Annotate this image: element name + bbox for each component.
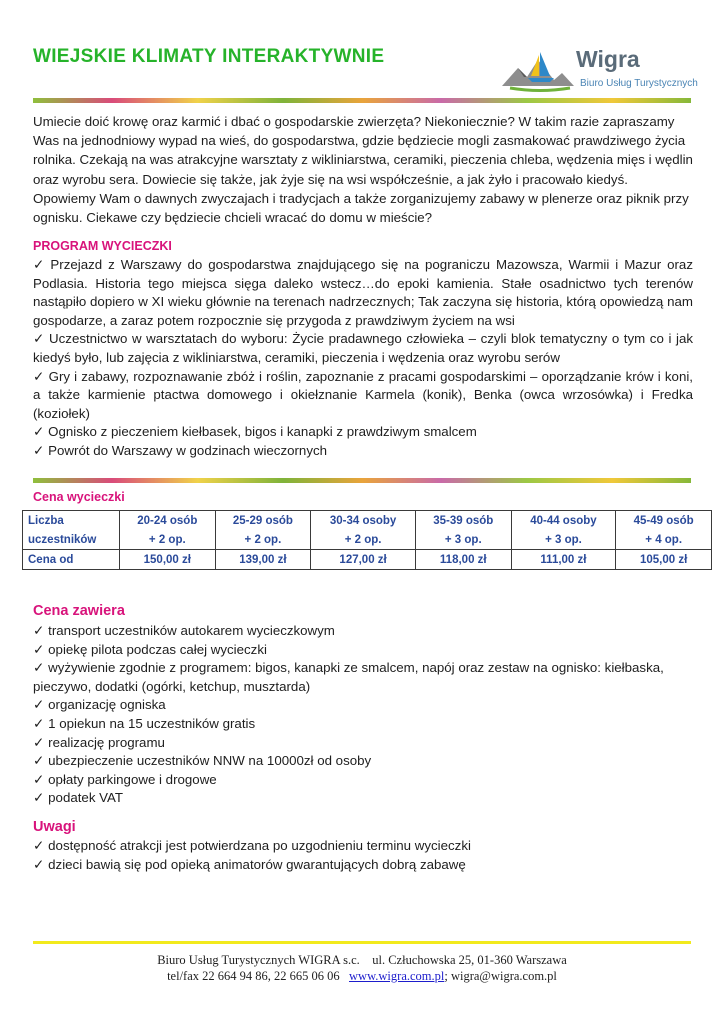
list-item: ✓ opiekę pilota podczas całej wycieczki (33, 641, 267, 657)
table-cell: 127,00 zł (311, 550, 416, 570)
checkmark-icon: ✓ (33, 838, 45, 853)
checkmark-icon: ✓ (33, 734, 45, 750)
notes-heading: Uwagi (33, 819, 76, 835)
decorative-divider (33, 97, 691, 104)
list-item: ✓ Ognisko z pieczeniem kiełbasek, bigos i kanapki z prawdziwym smalcem (33, 424, 477, 440)
checkmark-icon: ✓ (33, 368, 45, 384)
footer-divider (33, 941, 691, 944)
list-item: ✓ Przejazd z Warszawy do gospodarstwa znajdującego się na pograniczu Mazowsza, Warmii i Mazur oraz Podlasia. Historia tego miejsca sięga daleko wstecz…do epoki kamienia. Stałe osadnictwo tych terenów nastąpiło dopiero w XI wieku głównie na terenach nadrzecznych; Tak zaczyna się historia, którą opowiedzą nam gospodarze, a zaraz potem rozpocznie się przygoda z prawdziwym życiem na wsi (33, 257, 693, 328)
checkmark-icon: ✓ (33, 790, 45, 806)
list-item: ✓ transport uczestników autokarem wycieczkowym (33, 623, 335, 638)
list-item: ✓ opłaty parkingowe i drogowe (33, 771, 217, 787)
decorative-divider (33, 477, 691, 484)
table-cell: + 2 op. (215, 530, 311, 550)
table-cell: 111,00 zł (511, 550, 616, 570)
checkmark-icon: ✓ (33, 331, 46, 347)
logo-tagline: Biuro Usług Turystycznych (580, 78, 698, 89)
checkmark-icon: ✓ (33, 660, 45, 676)
table-row (23, 511, 712, 531)
list-item: ✓ podatek VAT (33, 790, 124, 806)
table-cell: + 3 op. (415, 530, 511, 550)
list-item: ✓ dzieci bawią się pod opieką animatorów gwarantujących dobrą zabawę (33, 856, 466, 872)
table-row (23, 550, 712, 570)
table-cell: 45-49 osób (616, 511, 712, 531)
footer-address: Biuro Usług Turystycznych WIGRA s.c. ul. Człuchowska 25, 01-360 Warszawa (157, 953, 567, 967)
table-cell: + 3 op. (511, 530, 616, 550)
checkmark-icon: ✓ (33, 715, 45, 731)
list-item: ✓ dostępność atrakcji jest potwierdzana po uzgodnieniu terminu wycieczki (33, 838, 471, 853)
program-list (33, 256, 693, 461)
price-heading: Cena wycieczki (33, 490, 125, 504)
table-cell: 40-44 osoby (511, 511, 616, 531)
wigra-logo (500, 46, 700, 96)
table-cell: + 2 op. (120, 530, 216, 550)
checkmark-icon: ✓ (33, 424, 45, 440)
table-cell: 105,00 zł (616, 550, 712, 570)
table-cell: 35-39 osób (415, 511, 511, 531)
table-cell: Cena od (23, 550, 120, 570)
checkmark-icon: ✓ (33, 442, 45, 458)
table-row (23, 530, 712, 550)
includes-list (33, 622, 693, 808)
checkmark-icon: ✓ (33, 641, 45, 657)
checkmark-icon: ✓ (33, 623, 45, 638)
program-heading: PROGRAM WYCIECZKI (33, 239, 172, 253)
notes-list (33, 837, 693, 874)
list-item: ✓ organizację ogniska (33, 697, 166, 713)
intro-paragraph: Umiecie doić krowę oraz karmić i dbać o gospodarskie zwierzęta? Niekoniecznie? W takim razie zapraszamy Was na jednodniowy wypad na wieś, do gospodarstwa, gdzie będziecie mogli zasmakować prawdziwego życia rolnika. Czekają na was atrakcyjne warsztaty z wikliniarstwa, ceramiki, pieczenia chleba, wędzenia mięs i wędlin oraz wyrobu sera. Dowiecie się także, jak żyje się na wsi współcześnie, a jak żyło i pracowało kiedyś. Opowiemy Wam o dawnych zwyczajach i tradycjach a także zorganizujemy zabawy w plenerze oraz piknik przy ognisku. Ciekawe czy będziecie chcieli wracać do domu w mieście? (33, 114, 693, 226)
mountain-sailboat-icon (500, 46, 578, 96)
list-item: ✓ realizację programu (33, 734, 165, 750)
checkmark-icon: ✓ (33, 856, 45, 872)
footer-email: ; wigra@wigra.com.pl (444, 969, 557, 983)
table-cell: 25-29 osób (215, 511, 311, 531)
table-cell: 30-34 osoby (311, 511, 416, 531)
list-item: ✓ Gry i zabawy, rozpoznawanie zbóż i roślin, zapoznanie z pracami gospodarskimi – oporządzanie krów i koni, a także karmienie ptactwa domowego i okiełznanie Karmela (konik), Benka (owca wrzosówka) i Fredka (koziołek) (33, 368, 693, 421)
website-link[interactable]: www.wigra.com.pl (349, 969, 445, 983)
list-item: ✓ 1 opiekun na 15 uczestników gratis (33, 715, 256, 731)
checkmark-icon: ✓ (33, 697, 45, 713)
list-item: ✓ Uczestnictwo w warsztatach do wyboru: Życie pradawnego człowieka – czyli blok tematyczny o tym co i jak kiedyś było, lub zajęcia z wikliniarstwa, ceramiki, pieczenia i wędzenia oraz wyrobu serów (33, 331, 693, 365)
list-item: ✓ ubezpieczenie uczestników NNW na 10000zł od osoby (33, 753, 372, 769)
price-table (22, 510, 712, 570)
list-item: ✓ Powrót do Warszawy w godzinach wieczornych (33, 442, 328, 458)
footer-phone: tel/fax 22 664 94 86, 22 665 06 06 (167, 969, 340, 983)
table-cell: + 2 op. (311, 530, 416, 550)
table-cell: 150,00 zł (120, 550, 216, 570)
list-item: ✓ wyżywienie zgodnie z programem: bigos, kanapki ze smalcem, napój oraz zestaw na ognisko: kiełbaska, pieczywo, dodatki (ogórki, ketchup, musztarda) (33, 660, 664, 694)
checkmark-icon: ✓ (33, 257, 47, 272)
includes-heading: Cena zawiera (33, 603, 125, 619)
table-cell: uczestników (23, 530, 120, 550)
table-cell: + 4 op. (616, 530, 712, 550)
footer-contact (33, 968, 691, 984)
checkmark-icon: ✓ (33, 771, 45, 787)
table-cell: Liczba (23, 511, 120, 531)
table-cell: 139,00 zł (215, 550, 311, 570)
table-cell: 118,00 zł (415, 550, 511, 570)
table-cell: 20-24 osób (120, 511, 216, 531)
logo-name: Wigra (576, 46, 640, 72)
page-title: WIEJSKIE KLIMATY INTERAKTYWNIE (33, 46, 385, 67)
checkmark-icon: ✓ (33, 753, 45, 769)
